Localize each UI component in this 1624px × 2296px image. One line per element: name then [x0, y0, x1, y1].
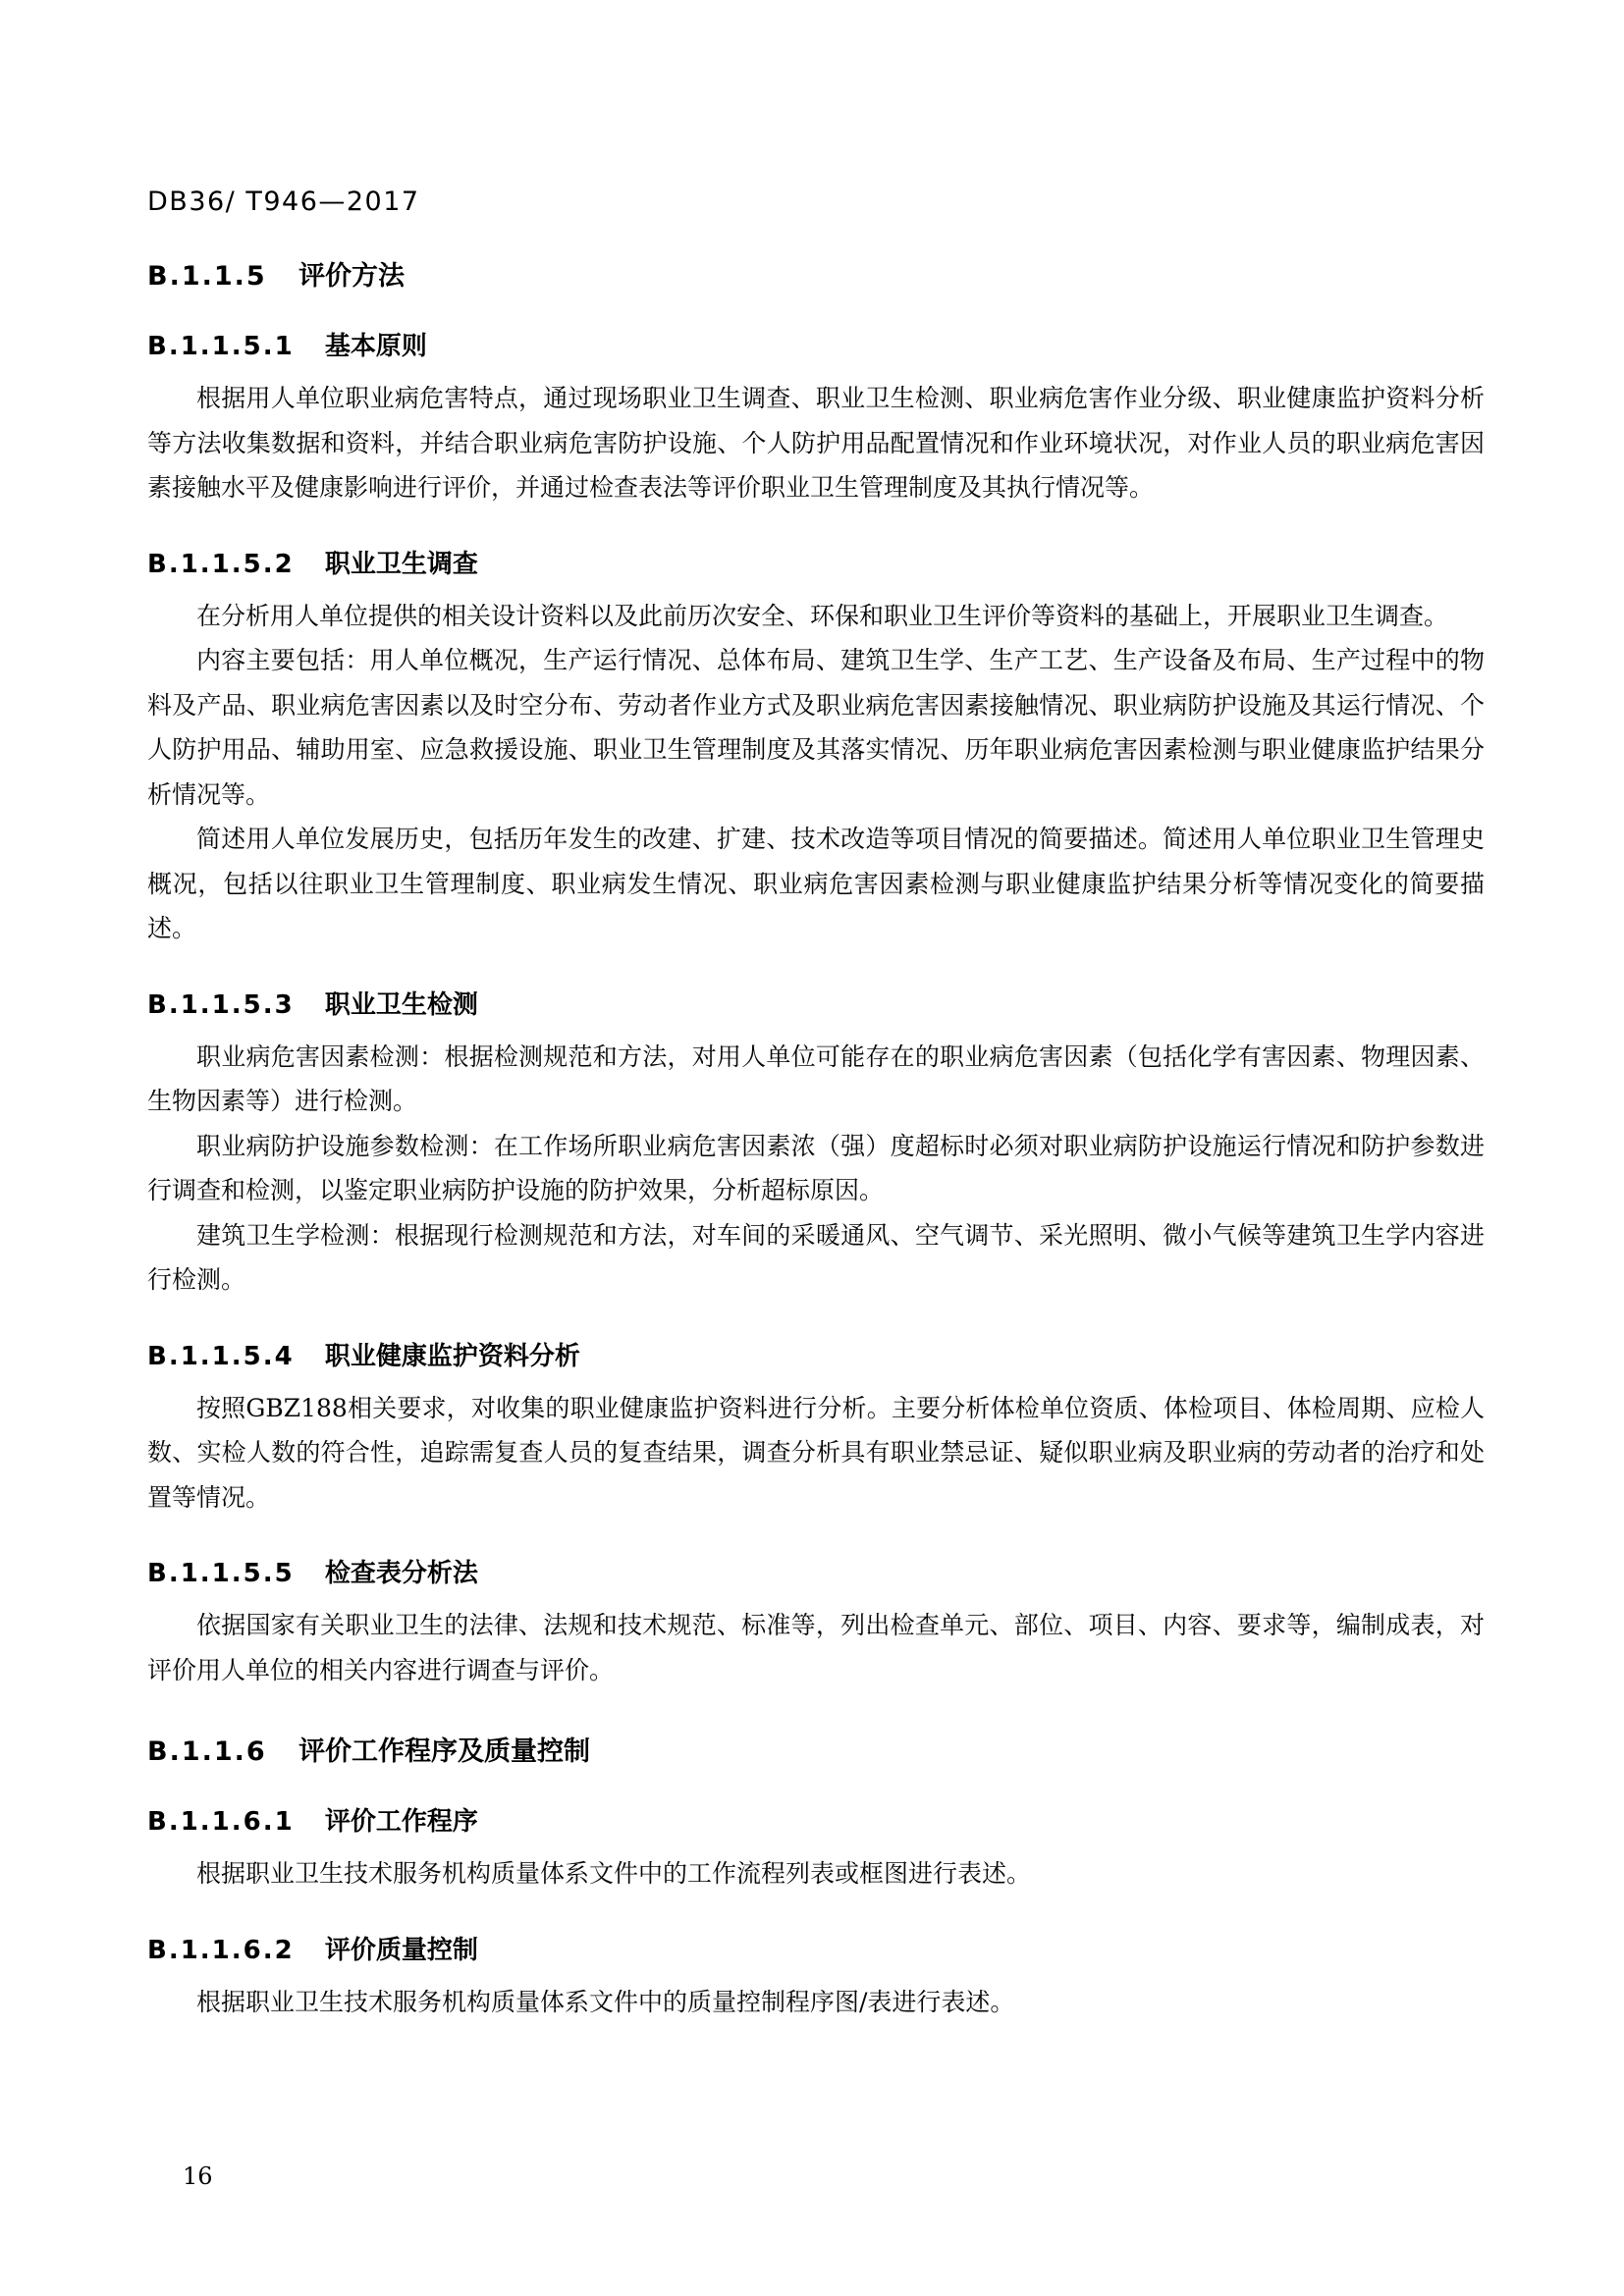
section-number: B.1.1.5	[147, 261, 267, 292]
section-number: B.1.1.6	[147, 1736, 267, 1767]
subsection-number: B.1.1.5.1	[147, 332, 295, 361]
section-heading	[147, 254, 1485, 293]
subsection-title: 评价质量控制	[324, 1935, 478, 1965]
document-content	[147, 254, 1485, 2024]
subsection-number: B.1.1.5.4	[147, 1341, 295, 1371]
paragraph: 职业病防护设施参数检测：在工作场所职业病危害因素浓（强）度超标时必须对职业病防护设施运行情况和防护参数进行调查和检测，以鉴定职业病防护设施的防护效果，分析超标原因。	[147, 1131, 1485, 1204]
subsection-heading	[147, 1336, 1485, 1372]
subsection-heading	[147, 1553, 1485, 1589]
subsection-number: B.1.1.5.3	[147, 989, 295, 1020]
paragraph: 在分析用人单位提供的相关设计资料以及此前历次安全、环保和职业卫生评价等资料的基础上，开展职业卫生调查。	[196, 601, 1449, 630]
subsection-title: 职业卫生调查	[324, 549, 478, 579]
subsection-number: B.1.1.5.2	[147, 549, 295, 579]
paragraph: 建筑卫生学检测：根据现行检测规范和方法，对车间的采暖通风、空气调节、采光照明、微小气候等建筑卫生学内容进行检测。	[147, 1220, 1485, 1294]
subsection-heading	[147, 1930, 1485, 1966]
subsection-heading	[147, 1801, 1485, 1838]
paragraph: 根据用人单位职业病危害特点，通过现场职业卫生调查、职业卫生检测、职业病危害作业分级、职业健康监护资料分析等方法收集数据和资料，并结合职业病危害防护设施、个人防护用品配置情况和作业环境状况，对作业人员的职业病危害因素接触水平及健康影响进行评价，并通过检查表法等评价职业卫生管理制度及其执行情况等。	[147, 384, 1485, 502]
subsection-heading	[147, 985, 1485, 1021]
subsection-number: B.1.1.6.1	[147, 1807, 295, 1837]
paragraph: 根据职业卫生技术服务机构质量体系文件中的质量控制程序图/表进行表述。	[196, 1987, 1015, 2016]
subsection-title: 职业卫生检测	[324, 989, 478, 1020]
paragraph: 根据职业卫生技术服务机构质量体系文件中的工作流程列表或框图进行表述。	[196, 1859, 1032, 1888]
subsection-number: B.1.1.6.2	[147, 1935, 295, 1965]
section-title: 评价方法	[298, 261, 406, 292]
subsection-title: 职业健康监护资料分析	[324, 1341, 580, 1371]
subsection-number: B.1.1.5.5	[147, 1559, 295, 1588]
paragraph: 职业病危害因素检测：根据检测规范和方法，对用人单位可能存在的职业病危害因素（包括化学有害因素、物理因素、生物因素等）进行检测。	[147, 1041, 1485, 1115]
subsection-title: 基本原则	[324, 332, 427, 361]
standard-number: DB36/ T946—2017	[147, 187, 420, 217]
section-title: 评价工作程序及质量控制	[298, 1736, 591, 1767]
subsection-heading	[147, 544, 1485, 580]
paragraph: 内容主要包括：用人单位概况，生产运行情况、总体布局、建筑卫生学、生产工艺、生产设备及布局、生产过程中的物料及产品、职业病危害因素以及时空分布、劳动者作业方式及职业病危害因素接触情况、职业病防护设施及其运行情况、个人防护用品、辅助用室、应急救援设施、职业卫生管理制度及其落实情况、历年职业病危害因素检测与职业健康监护结果分析情况等。	[147, 646, 1485, 809]
subsection-title: 检查表分析法	[324, 1559, 478, 1588]
section-heading	[147, 1730, 1485, 1768]
page-number: 16	[183, 2163, 213, 2190]
subsection-title: 评价工作程序	[324, 1807, 478, 1837]
subsection-heading	[147, 326, 1485, 362]
paragraph: 按照GBZ188相关要求，对收集的职业健康监护资料进行分析。主要分析体检单位资质、体检项目、体检周期、应检人数、实检人数的符合性，追踪需复查人员的复查结果，调查分析具有职业禁忌证、疑似职业病及职业病的劳动者的治疗和处置等情况。	[147, 1393, 1485, 1512]
paragraph: 依据国家有关职业卫生的法律、法规和技术规范、标准等，列出检查单元、部位、项目、内容、要求等，编制成表，对评价用人单位的相关内容进行调查与评价。	[147, 1611, 1485, 1684]
paragraph: 简述用人单位发展历史，包括历年发生的改建、扩建、技术改造等项目情况的简要描述。简述用人单位职业卫生管理史概况，包括以往职业卫生管理制度、职业病发生情况、职业病危害因素检测与职业健康监护结果分析等情况变化的简要描述。	[147, 825, 1485, 942]
